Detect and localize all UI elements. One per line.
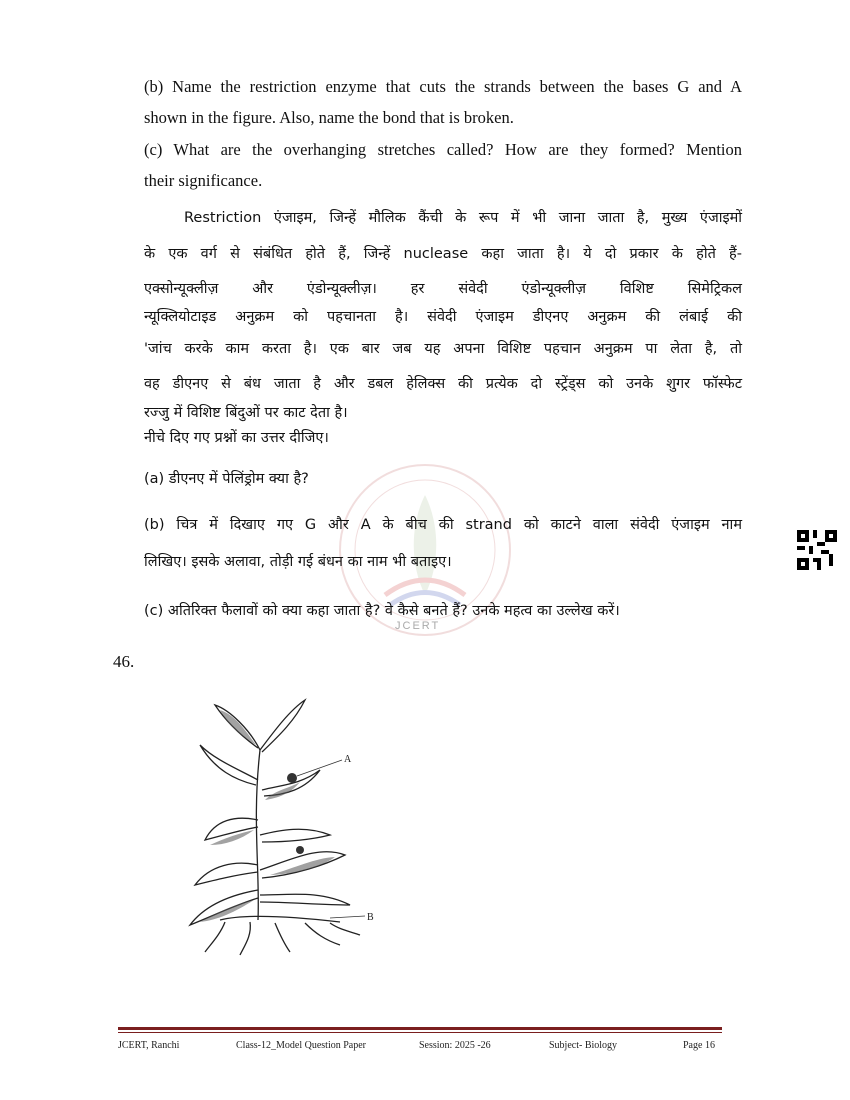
- question-number-46: 46.: [113, 652, 135, 671]
- question-45c-line-2: their significance.: [144, 171, 263, 190]
- footer-page: Page 16: [683, 1040, 715, 1051]
- question-45b-line-2: shown in the figure. Also, name the bond that is broken.: [144, 108, 514, 127]
- footer-paper: Class-12_Model Question Paper: [236, 1040, 366, 1051]
- hindi-question-c: (c) अतिरिक्त फैलावों को क्या कहा जाता है? वे कैसे बनते हैं? उनके महत्व का उल्लेख करें।: [144, 603, 620, 619]
- hindi-paragraph-line-7: रज्जु में विशिष्ट बिंदुओं पर काट देता है।: [144, 405, 348, 421]
- figure-label-b: B: [367, 912, 374, 923]
- hindi-paragraph-line-3: एक्सोन्यूक्लीज़ और एंडोन्यूक्लीज़। हर संवेदी एंडोन्यूक्लीज़ विशिष्ट सिमेट्रिकल: [144, 281, 742, 297]
- question-45b-line-1: (b) Name the restriction enzyme that cuts the strands between the bases G and A: [144, 77, 742, 96]
- footer-subject: Subject- Biology: [549, 1040, 618, 1051]
- qr-code[interactable]: [797, 530, 837, 570]
- hindi-instruction: नीचे दिए गए प्रश्नों का उत्तर दीजिए।: [144, 430, 329, 446]
- hindi-question-b-line-1: (b) चित्र में दिखाए गए G और A के बीच की strand को काटने वाला संवेदी एंजाइम नाम: [144, 517, 742, 533]
- hindi-paragraph-line-1: Restriction एंजाइम, जिन्हें मौलिक कैंची के रूप में भी जाना जाता है, मुख्य एंजाइमों: [184, 210, 742, 226]
- footer-rule-thin: [118, 1032, 722, 1033]
- watermark-text: JCERT: [395, 620, 441, 632]
- hindi-paragraph-line-6: वह डीएनए से बंध जाता है और डबल हेलिक्स की प्रत्येक दो स्ट्रेंड्स को उनके शुगर फॉस्फेट: [144, 376, 742, 392]
- plant-figure: [180, 690, 380, 960]
- hindi-question-a: (a) डीएनए में पेलिंड्रोम क्या है?: [144, 471, 309, 487]
- footer-org: JCERT, Ranchi: [118, 1040, 180, 1051]
- hindi-paragraph-line-2: के एक वर्ग से संबंधित होते हैं, जिन्हें nuclease कहा जाता है। ये दो प्रकार के होते हैं-: [144, 246, 742, 262]
- figure-label-a: A: [344, 754, 352, 765]
- hindi-question-b-line-2: लिखिए। इसके अलावा, तोड़ी गई बंधन का नाम भी बताइए।: [144, 554, 452, 570]
- question-45c-line-1: (c) What are the overhanging stretches called? How are they formed? Mention: [144, 140, 742, 159]
- footer-session: Session: 2025 -26: [419, 1040, 491, 1051]
- footer-rule-thick: [118, 1027, 722, 1030]
- hindi-paragraph-line-5: 'जांच करके काम करता है। एक बार जब यह अपना विशिष्ट पहचान अनुक्रम पा लेता है, तो: [144, 341, 742, 357]
- hindi-paragraph-line-4: न्यूक्लियोटाइड अनुक्रम को पहचानता है। संवेदी एंजाइम डीएनए अनुक्रम की लंबाई की: [144, 309, 742, 325]
